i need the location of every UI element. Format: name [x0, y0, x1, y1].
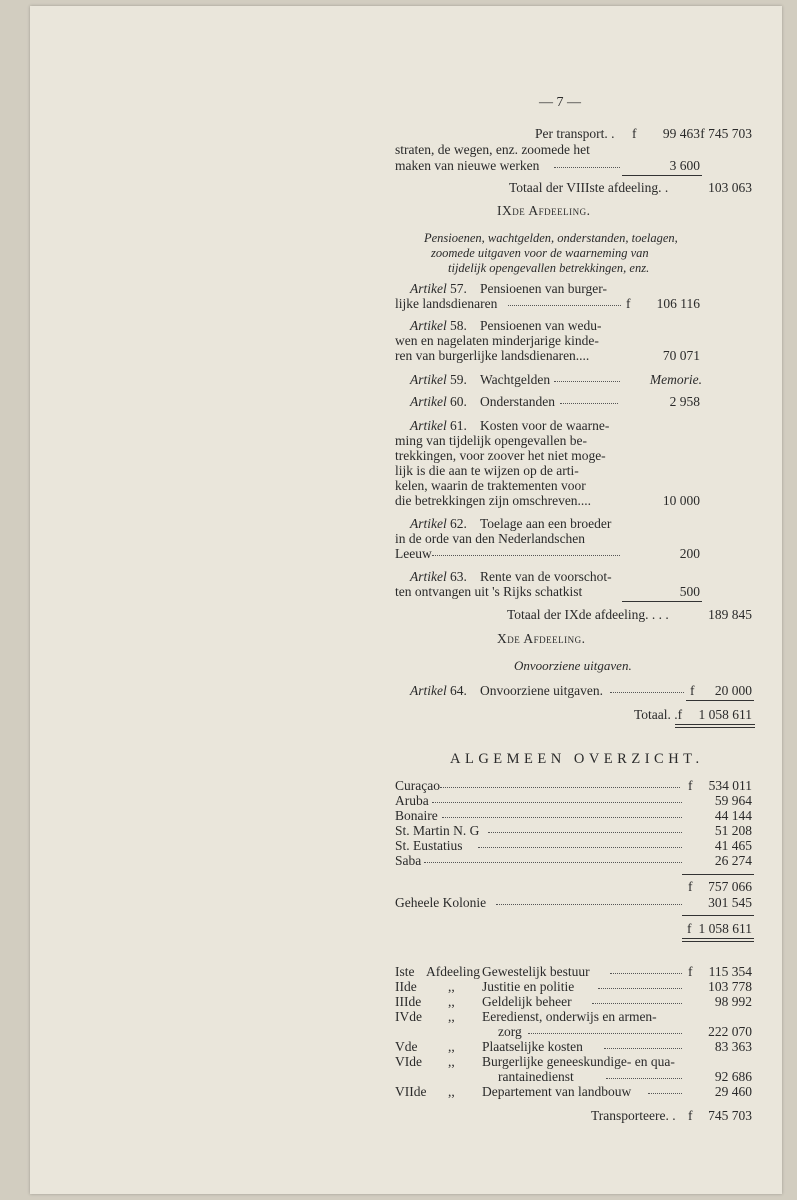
article-63-value: 500	[679, 584, 700, 599]
department-number: VIIde	[395, 1084, 427, 1099]
double-rule	[675, 724, 755, 728]
transporteere-value: 745 703	[708, 1108, 752, 1123]
article-62-value: 200	[679, 546, 700, 561]
transport-label: Per transport. .	[535, 126, 615, 141]
article-59-number: 59.	[450, 372, 467, 387]
article-64-currency: f	[690, 683, 695, 698]
article-64-text: Onvoorziene uitgaven.	[480, 683, 603, 698]
leader-dots	[648, 1093, 682, 1094]
section-9-subtitle-1: Pensioenen, wachtgelden, onderstanden, toelagen,	[424, 231, 678, 245]
leader-dots	[496, 904, 682, 905]
island-name: St. Eustatius	[395, 838, 463, 853]
article-61-line-1: Kosten voor de waarne-	[480, 418, 610, 433]
department-name: Departement van landbouw	[482, 1084, 632, 1099]
article-61-line-5: kelen, waarin de traktementen voor	[395, 478, 586, 493]
department-value: 115 354	[708, 964, 752, 979]
article-62-number: 62.	[450, 516, 467, 531]
island-value: 26 274	[714, 853, 752, 868]
article-57-line-2: lijke landsdienaren	[395, 296, 498, 311]
leader-dots	[606, 1078, 682, 1079]
department-number: Vde	[395, 1039, 418, 1054]
leader-dots	[442, 817, 682, 818]
rule	[686, 700, 754, 701]
leader-dots	[528, 1033, 682, 1034]
island-name: Curaçao	[395, 778, 440, 793]
department-ditto: ,,	[448, 994, 455, 1009]
department-number: IVde	[395, 1009, 422, 1024]
leader-dots	[610, 973, 682, 974]
article-60-prefix: Artikel	[410, 394, 447, 409]
article-57-value: 106 116	[656, 296, 700, 311]
total-9-label: Totaal der IXde afdeeling. . . .	[507, 607, 669, 622]
article-61-line-4: lijk is die aan te wijzen op de arti-	[395, 463, 579, 478]
island-value: 41 465	[714, 838, 752, 853]
page-number: — 7 —	[539, 95, 581, 110]
transporteere-currency: f	[688, 1108, 693, 1123]
article-58-value: 70 071	[662, 348, 700, 363]
article-60-line-1: Onderstanden	[480, 394, 555, 409]
department-ditto: ,,	[448, 1039, 455, 1054]
article-63-prefix: Artikel	[410, 569, 447, 584]
total-9-value: 189 845	[708, 607, 752, 622]
department-name: Justitie en politie	[482, 979, 575, 994]
article-57-number: 57.	[450, 281, 467, 296]
rule	[682, 874, 754, 875]
article-58-line-1: Pensioenen van wedu-	[480, 318, 602, 333]
leader-dots	[488, 832, 682, 833]
transporteere-label: Transporteere. .	[591, 1108, 676, 1123]
department-name: Plaatselijke kosten	[482, 1039, 583, 1054]
geheele-kolonie-value: 301 545	[708, 895, 752, 910]
island-name: Saba	[395, 853, 422, 868]
article-60-value: 2 958	[669, 394, 700, 409]
leader-dots	[554, 167, 620, 168]
article-61-line-6: die betrekkingen zijn omschreven....	[395, 493, 592, 508]
total-8-value: 103 063	[708, 180, 752, 195]
department-number: IIde	[395, 979, 417, 994]
straten-value: 3 600	[669, 158, 700, 173]
section-10-heading: Xde Afdeeling.	[497, 631, 586, 646]
department-number: IIIde	[395, 994, 422, 1009]
rule	[622, 601, 702, 602]
leader-dots	[554, 381, 620, 382]
article-59-line-1: Wachtgelden	[480, 372, 551, 387]
department-ditto: ,,	[448, 979, 455, 994]
article-64-number: 64.	[450, 683, 467, 698]
section-10-subtitle: Onvoorziene uitgaven.	[514, 658, 632, 673]
leader-dots	[424, 862, 682, 863]
section-9-heading: IXde Afdeeling.	[497, 203, 591, 218]
department-name-continued: zorg	[498, 1024, 522, 1039]
grand-total-value: 1 058 611	[698, 707, 752, 722]
article-63-number: 63.	[450, 569, 467, 584]
island-name: St. Martin N. G	[395, 823, 480, 838]
article-62-line-2: in de orde van den Nederlandschen	[395, 531, 586, 546]
article-58-line-2: wen en nagelaten minderjarige kinde-	[395, 333, 599, 348]
leader-dots	[432, 802, 682, 803]
article-58-prefix: Artikel	[410, 318, 447, 333]
department-ditto: ,,	[448, 1054, 455, 1069]
department-ditto: ,,	[448, 1084, 455, 1099]
section-9-subtitle-3: tijdelijk opengevallen betrekkingen, enz.	[448, 261, 650, 275]
article-62-line-1: Toelage aan een broeder	[480, 516, 612, 531]
article-63-line-2: ten ontvangen uit 's Rijks schatkist	[395, 584, 583, 599]
leader-dots	[508, 305, 621, 306]
department-value: 103 778	[708, 979, 752, 994]
department-name: Burgerlijke geneeskundige- en qua-	[482, 1054, 675, 1069]
article-57-prefix: Artikel	[410, 281, 447, 296]
document-page	[30, 6, 782, 1194]
department-name-continued: rantainedienst	[498, 1069, 574, 1084]
article-63-line-1: Rente van de voorschot-	[480, 569, 612, 584]
leader-dots	[478, 847, 682, 848]
department-name: Eeredienst, onderwijs en armen-	[482, 1009, 657, 1024]
overview-grand-value: 1 058 611	[698, 921, 752, 936]
article-59-prefix: Artikel	[410, 372, 447, 387]
department-name: Gewestelijk bestuur	[482, 964, 590, 979]
leader-dots	[592, 1003, 682, 1004]
leader-dots	[610, 692, 684, 693]
department-value: 29 460	[714, 1084, 752, 1099]
article-58-line-3: ren van burgerlijke landsdienaren....	[395, 348, 590, 363]
article-61-value: 10 000	[662, 493, 700, 508]
department-value: 83 363	[714, 1039, 752, 1054]
article-60-number: 60.	[450, 394, 467, 409]
leader-dots	[560, 403, 618, 404]
transport-value-2: f 745 703	[700, 126, 752, 141]
island-value: 59 964	[714, 793, 752, 808]
article-57-currency: f	[626, 296, 631, 311]
leader-dots	[604, 1048, 682, 1049]
article-59-value: Memorie.	[649, 372, 702, 387]
overview-grand-currency: f	[687, 921, 692, 936]
island-value: 51 208	[714, 823, 752, 838]
island-name: Bonaire	[395, 808, 438, 823]
island-value: 534 011	[708, 778, 752, 793]
article-64-prefix: Artikel	[410, 683, 447, 698]
article-62-line-3: Leeuw	[395, 546, 432, 561]
article-61-number: 61.	[450, 418, 467, 433]
total-8-label: Totaal der VIIIste afdeeling. .	[509, 180, 669, 195]
island-currency: f	[688, 778, 693, 793]
subtotal-value: 757 066	[708, 879, 752, 894]
article-58-number: 58.	[450, 318, 467, 333]
straten-line-1: straten, de wegen, enz. zoomede het	[395, 142, 590, 157]
geheele-kolonie-label: Geheele Kolonie	[395, 895, 487, 910]
straten-line-2: maken van nieuwe werken	[395, 158, 540, 173]
island-name: Aruba	[395, 793, 429, 808]
article-62-prefix: Artikel	[410, 516, 447, 531]
article-61-line-2: ming van tijdelijk opengevallen be-	[395, 433, 587, 448]
section-9-subtitle-2: zoomede uitgaven voor de waarneming van	[431, 246, 649, 260]
department-currency: f	[688, 964, 693, 979]
department-number: Iste	[395, 964, 415, 979]
department-value: 92 686	[714, 1069, 752, 1084]
article-57-line-1: Pensioenen van burger-	[480, 281, 607, 296]
department-ditto: ,,	[448, 1009, 455, 1024]
department-value: 98 992	[714, 994, 752, 1009]
double-rule	[682, 938, 754, 942]
island-value: 44 144	[714, 808, 752, 823]
department-name: Geldelijk beheer	[482, 994, 572, 1009]
leader-dots	[432, 555, 620, 556]
leader-dots	[440, 787, 680, 788]
leader-dots	[598, 988, 682, 989]
transport-value-1: 99 463	[662, 126, 700, 141]
rule	[622, 175, 702, 176]
department-value: 222 070	[708, 1024, 752, 1039]
transport-currency: f	[632, 126, 637, 141]
overview-title: ALGEMEEN OVERZICHT.	[450, 751, 704, 767]
department-ditto: Afdeeling	[426, 964, 480, 979]
grand-total-label: Totaal. .f	[634, 707, 683, 722]
department-number: VIde	[395, 1054, 422, 1069]
article-64-value: 20 000	[714, 683, 752, 698]
article-61-prefix: Artikel	[410, 418, 447, 433]
rule	[682, 915, 754, 916]
subtotal-currency: f	[688, 879, 693, 894]
article-61-line-3: trekkingen, voor zoover het niet moge-	[395, 448, 606, 463]
